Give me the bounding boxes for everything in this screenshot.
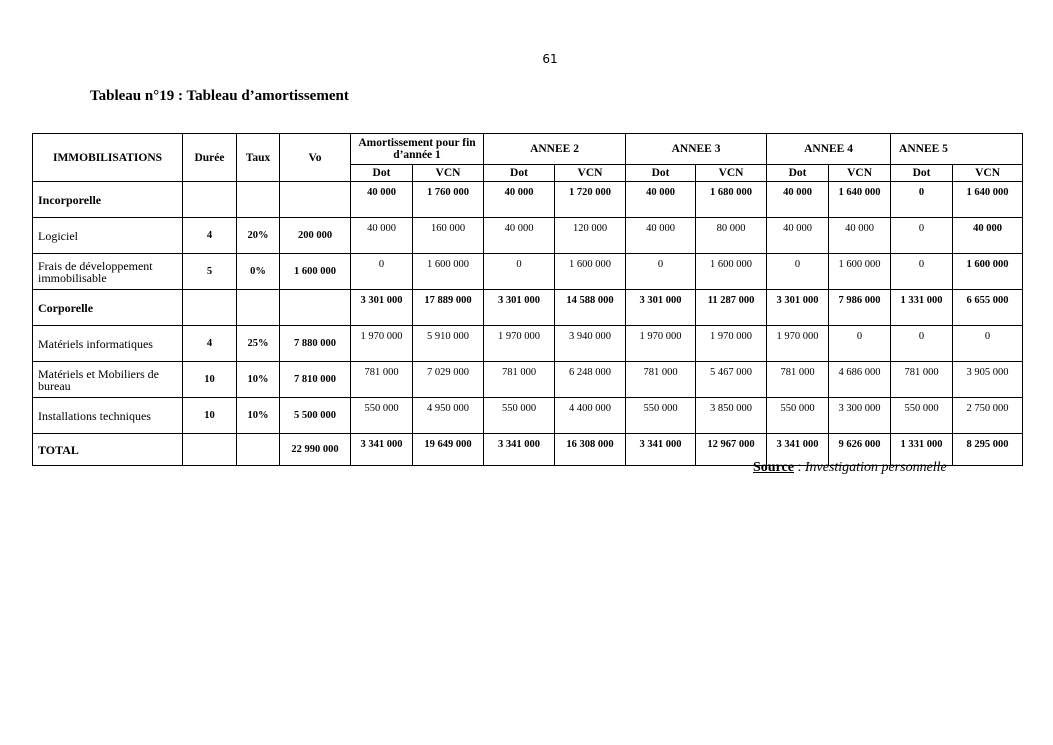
cell-dot: 1 970 000 [351,326,413,362]
cell-dot: 0 [767,254,829,290]
cell-duree [183,434,237,466]
header-vo: Vo [280,134,351,182]
header-vcn: VCN [555,165,626,182]
table-row-frais-developpement [33,254,1023,290]
cell-vcn: 3 905 000 [953,362,1023,398]
cell-dot: 0 [891,182,953,218]
cell-vcn: 3 300 000 [829,398,891,434]
header-taux: Taux [237,134,280,182]
header-duree: Durée [183,134,237,182]
cell-duree [183,182,237,218]
cell-dot: 40 000 [484,218,555,254]
cell-duree: 5 [183,254,237,290]
cell-vcn: 5 910 000 [413,326,484,362]
header-dot: Dot [891,165,953,182]
row-label: Matériels et Mobiliers de bureau [33,362,183,398]
cell-vcn: 1 680 000 [696,182,767,218]
cell-dot: 40 000 [767,218,829,254]
row-label: Incorporelle [33,182,183,218]
cell-vcn: 14 588 000 [555,290,626,326]
table-row-materiels-mobiliers-bureau [33,362,1023,398]
header-period-3: ANNEE 3 [626,134,767,165]
header-period-2: ANNEE 2 [484,134,626,165]
cell-vcn: 6 248 000 [555,362,626,398]
cell-duree [183,290,237,326]
cell-duree: 4 [183,218,237,254]
cell-vcn: 1 640 000 [953,182,1023,218]
cell-dot: 781 000 [767,362,829,398]
cell-taux [237,182,280,218]
cell-vcn: 7 986 000 [829,290,891,326]
cell-dot: 781 000 [351,362,413,398]
table-row-logiciel [33,218,1023,254]
row-label: TOTAL [33,434,183,466]
cell-dot: 1 970 000 [484,326,555,362]
cell-vcn: 1 760 000 [413,182,484,218]
cell-dot: 3 341 000 [626,434,696,466]
row-label: Frais de développement immobilisable [33,254,183,290]
row-label: Logiciel [33,218,183,254]
header-vcn: VCN [829,165,891,182]
cell-dot: 0 [891,218,953,254]
cell-vcn: 40 000 [953,218,1023,254]
header-vcn: VCN [953,165,1023,182]
cell-vo [280,182,351,218]
header-dot: Dot [626,165,696,182]
cell-dot: 40 000 [351,182,413,218]
header-dot: Dot [484,165,555,182]
cell-vcn: 1 970 000 [696,326,767,362]
cell-dot: 0 [891,326,953,362]
cell-vcn: 7 029 000 [413,362,484,398]
cell-vcn: 1 600 000 [953,254,1023,290]
cell-vo: 7 880 000 [280,326,351,362]
cell-vcn: 4 400 000 [555,398,626,434]
cell-dot: 550 000 [484,398,555,434]
cell-taux: 10% [237,362,280,398]
cell-vcn: 17 889 000 [413,290,484,326]
table-row-corporelle [33,290,1023,326]
header-period-1: Amortissement pour fin d’année 1 [351,134,484,165]
source-text: Investigation personnelle [804,460,947,475]
table-row-materiels-informatiques [33,326,1023,362]
row-label: Matériels informatiques [33,326,183,362]
cell-dot: 3 341 000 [767,434,829,466]
cell-taux: 0% [237,254,280,290]
cell-vcn: 16 308 000 [555,434,626,466]
cell-vo: 1 600 000 [280,254,351,290]
cell-dot: 781 000 [891,362,953,398]
table-row-installations-techniques [33,398,1023,434]
cell-dot: 40 000 [626,218,696,254]
cell-vcn: 12 967 000 [696,434,767,466]
header-vcn: VCN [696,165,767,182]
cell-dot: 0 [484,254,555,290]
cell-dot: 1 970 000 [626,326,696,362]
header-dot: Dot [767,165,829,182]
cell-taux: 20% [237,218,280,254]
cell-taux [237,434,280,466]
cell-dot: 1 970 000 [767,326,829,362]
row-label: Installations techniques [33,398,183,434]
header-period-4: ANNEE 4 [767,134,891,165]
cell-dot: 3 301 000 [767,290,829,326]
source-label: Source [753,460,794,475]
cell-vcn: 1 720 000 [555,182,626,218]
cell-vcn: 120 000 [555,218,626,254]
cell-dot: 40 000 [626,182,696,218]
cell-dot: 3 341 000 [484,434,555,466]
cell-vo: 7 810 000 [280,362,351,398]
cell-vcn: 4 950 000 [413,398,484,434]
cell-vcn: 80 000 [696,218,767,254]
cell-vo: 22 990 000 [280,434,351,466]
cell-vcn: 4 686 000 [829,362,891,398]
cell-vcn: 2 750 000 [953,398,1023,434]
cell-dot: 781 000 [626,362,696,398]
cell-dot: 0 [351,254,413,290]
cell-vo [280,290,351,326]
cell-vcn: 1 600 000 [829,254,891,290]
cell-dot: 0 [626,254,696,290]
cell-duree: 4 [183,326,237,362]
cell-vcn: 3 850 000 [696,398,767,434]
cell-dot: 1 331 000 [891,434,953,466]
cell-vcn: 11 287 000 [696,290,767,326]
row-label: Corporelle [33,290,183,326]
source-separator: : [793,460,805,475]
cell-vcn: 1 600 000 [696,254,767,290]
cell-vcn: 1 600 000 [555,254,626,290]
cell-dot: 550 000 [891,398,953,434]
cell-taux: 25% [237,326,280,362]
cell-vcn: 3 940 000 [555,326,626,362]
cell-vcn: 9 626 000 [829,434,891,466]
header-dot: Dot [351,165,413,182]
amortization-table [32,133,1023,466]
cell-dot: 550 000 [351,398,413,434]
cell-taux: 10% [237,398,280,434]
cell-vcn: 0 [953,326,1023,362]
cell-vcn: 8 295 000 [953,434,1023,466]
cell-dot: 3 301 000 [484,290,555,326]
source-note [753,460,947,476]
header-vcn: VCN [413,165,484,182]
cell-duree: 10 [183,398,237,434]
cell-vcn: 6 655 000 [953,290,1023,326]
header-period-5: ANNEE 5 [891,134,1023,165]
cell-taux [237,290,280,326]
cell-duree: 10 [183,362,237,398]
cell-vcn: 1 600 000 [413,254,484,290]
table-title: Tableau n°19 : Tableau d’amortissement [90,88,349,104]
header-row-periods [33,134,1023,165]
page-number: 61 [542,52,558,66]
cell-dot: 3 341 000 [351,434,413,466]
cell-vcn: 40 000 [829,218,891,254]
cell-dot: 40 000 [484,182,555,218]
cell-vcn: 0 [829,326,891,362]
cell-dot: 550 000 [767,398,829,434]
cell-dot: 1 331 000 [891,290,953,326]
cell-vcn: 1 640 000 [829,182,891,218]
cell-dot: 550 000 [626,398,696,434]
cell-dot: 40 000 [767,182,829,218]
cell-dot: 781 000 [484,362,555,398]
cell-vcn: 160 000 [413,218,484,254]
cell-vo: 5 500 000 [280,398,351,434]
cell-vcn: 19 649 000 [413,434,484,466]
cell-dot: 0 [891,254,953,290]
cell-vo: 200 000 [280,218,351,254]
table-row-incorporelle [33,182,1023,218]
cell-dot: 3 301 000 [351,290,413,326]
cell-vcn: 5 467 000 [696,362,767,398]
header-immobilisations: IMMOBILISATIONS [33,134,183,182]
cell-dot: 3 301 000 [626,290,696,326]
cell-dot: 40 000 [351,218,413,254]
